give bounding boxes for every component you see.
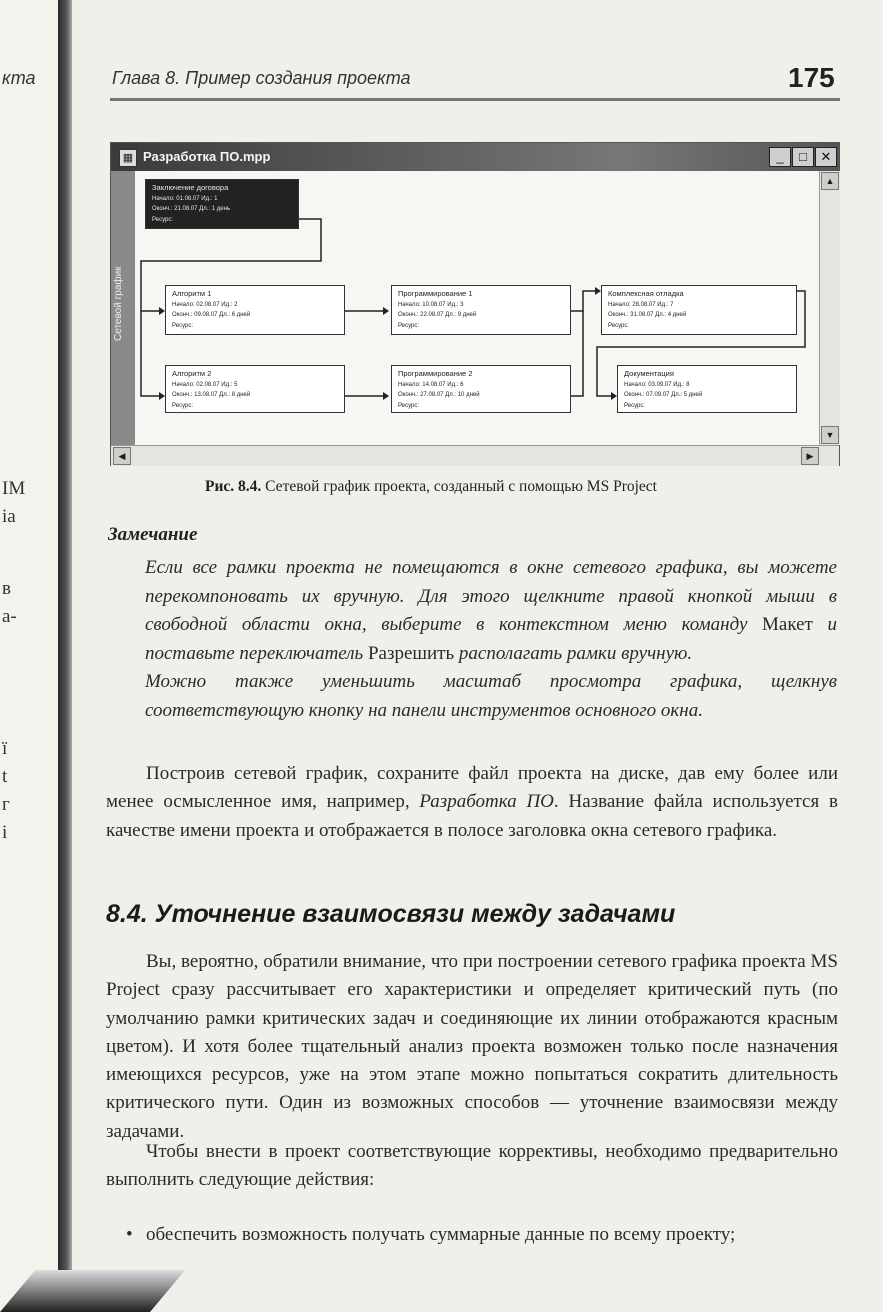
arrow-head (383, 392, 389, 400)
task-node-programming-2[interactable] (391, 365, 571, 413)
running-header: Глава 8. Пример создания проекта (112, 68, 411, 88)
bullet-icon: • (126, 1224, 133, 1245)
close-button[interactable]: ✕ (815, 147, 837, 167)
paragraph-text: . Название файла используется в качестве имени проекта и отображается в полосе заголовка окна сетевого графика. (106, 791, 839, 841)
note-text: располагать рамки вручную. (454, 642, 693, 664)
section-heading: 8.4. Уточнение взаимосвязи между задачами (106, 900, 676, 928)
task-node-start: Начало: 03.09.07 Ид.: 8 (624, 382, 690, 388)
scroll-left-icon[interactable]: ◀ (113, 447, 131, 465)
figure-caption (205, 478, 657, 496)
task-node-resource: Ресурс: (608, 323, 630, 329)
paragraph-text: Вы, вероятно, обратили внимание, что при построении сетевого графика проекта MS Project сразу рассчитывает его характеристики и определяет критический путь (по умолчанию рамки критических задач и соединяющие их линии отображаются красным цветом). И хотя более тщательный анализ проекта возможен только после назначения имеющихся ресурсов, уже на этом этапе можно попытаться сократить длительность критического пути. Один из возможных способов — уточнение взаимосвязи между задачами. (106, 951, 838, 1142)
file-name: Разработка ПО (419, 791, 554, 813)
task-node-resource: Ресурс: (398, 403, 420, 409)
note-text: и поставьте переключатель (145, 614, 837, 664)
task-node-contract[interactable] (145, 179, 299, 229)
task-node-start: Начало: 28.08.07 Ид.: 7 (608, 302, 674, 308)
link-3-7 (569, 291, 595, 311)
task-node-documentation[interactable] (617, 365, 797, 413)
task-node-finish: Оконч.: 07.09.07 Дл.: 5 дней (624, 392, 703, 398)
previous-page-edge (0, 0, 58, 1312)
prev-page-fragment: і (2, 822, 8, 843)
scroll-up-icon[interactable]: ▲ (821, 172, 839, 190)
body-paragraph (106, 760, 838, 845)
prev-page-fragment: г (2, 794, 10, 815)
prev-page-fragment: ï (2, 738, 8, 759)
task-node-finish: Оконч.: 21.08.07 Дл.: 1 день (152, 206, 231, 212)
link-6-7 (569, 311, 583, 396)
prev-page-fragment: іа (2, 506, 16, 527)
scroll-right-icon[interactable]: ▶ (801, 447, 819, 465)
body-paragraph (106, 948, 838, 1146)
task-node-finish: Оконч.: 31.08.07 Дл.: 4 дней (608, 312, 687, 318)
task-node-start: Начало: 02.08.07 Ид.: 5 (172, 382, 238, 388)
prev-page-fragment: кта (2, 68, 36, 88)
task-node-start: Начало: 01.08.07 Ид.: 1 (152, 196, 218, 202)
menu-command-name: Макет (762, 614, 813, 635)
list-item (126, 1224, 735, 1246)
note-body (145, 554, 837, 725)
task-node-title: Документация (624, 369, 674, 378)
task-node-resource: Ресурс: (152, 217, 174, 223)
note-paragraph (145, 554, 837, 668)
list-item-text: обеспечить возможность получать суммарные данные по всему проекту; (146, 1224, 736, 1245)
figure-caption-text: Сетевой график проекта, созданный с помощью MS Project (261, 478, 657, 495)
vertical-scrollbar[interactable] (819, 171, 840, 445)
task-node-finish: Оконч.: 13.08.07 Дл.: 8 дней (172, 392, 251, 398)
maximize-button[interactable]: □ (792, 147, 814, 167)
prev-page-fragment: t (2, 766, 8, 787)
task-node-title: Алгоритм 2 (172, 369, 212, 378)
task-node-start: Начало: 10.08.07 Ид.: 3 (398, 302, 464, 308)
task-node-start: Начало: 14.08.07 Ид.: 6 (398, 382, 464, 388)
minimize-button[interactable]: _ (769, 147, 791, 167)
paragraph-text: Чтобы внести в проект соответствующие коррективы, необходимо предварительно выполнить следующие действия: (106, 1141, 838, 1191)
note-heading: Замечание (108, 524, 198, 545)
prev-page-fragment: а- (2, 606, 17, 627)
body-paragraph (106, 1138, 838, 1195)
task-node-title: Алгоритм 1 (172, 289, 212, 298)
prev-page-fragment: в (2, 578, 11, 599)
task-node-finish: Оконч.: 09.08.07 Дл.: 6 дней (172, 312, 251, 318)
page-number: 175 (788, 62, 835, 93)
note-paragraph: Можно также уменьшить масштаб просмотра графика, щелкнув соответствующую кнопку на панели инструментов основного окна. (145, 671, 837, 721)
task-node-resource: Ресурс: (172, 323, 194, 329)
ms-project-window (110, 142, 840, 466)
task-node-title: Заключение договора (152, 183, 229, 192)
task-node-title: Комплексная отладка (608, 289, 684, 298)
task-node-finish: Оконч.: 27.08.07 Дл.: 10 дней (398, 392, 480, 398)
prev-page-fragment: ІМ (2, 478, 26, 499)
view-side-label-text: Сетевой график (113, 266, 124, 341)
header-rule (110, 98, 840, 101)
arrow-head (383, 307, 389, 315)
book-spine (58, 0, 72, 1312)
scroll-down-icon[interactable]: ▼ (821, 426, 839, 444)
task-node-resource: Ресурс: (624, 403, 646, 409)
task-node-algorithm-1[interactable] (165, 285, 345, 335)
task-node-title: Программирование 2 (398, 369, 473, 378)
horizontal-scrollbar[interactable] (111, 445, 839, 466)
project-file-icon: ▦ (119, 149, 137, 167)
task-node-algorithm-2[interactable] (165, 365, 345, 413)
link-1-5 (141, 311, 159, 396)
task-node-start: Начало: 02.08.07 Ид.: 2 (172, 302, 238, 308)
task-node-integration-debug[interactable] (601, 285, 797, 335)
option-name: Разрешить (367, 642, 455, 664)
task-node-resource: Ресурс: (172, 403, 194, 409)
task-node-title: Программирование 1 (398, 289, 473, 298)
task-node-finish: Оконч.: 22.08.07 Дл.: 9 дней (398, 312, 477, 318)
task-node-programming-1[interactable] (391, 285, 571, 335)
task-node-resource: Ресурс: (398, 323, 420, 329)
figure-label: Рис. 8.4. (205, 478, 262, 495)
paragraph-text: Построив сетевой график, сохраните файл проекта на диске, дав ему более или менее осмысленное имя, например, (106, 763, 838, 813)
note-text: Если все рамки проекта не помещаются в окне сетевого графика, вы можете перекомпоновать их вручную. Для этого щелкните правой кнопкой мыши в свободной области окна, выберите в контекстном меню команду (145, 557, 837, 635)
window-title: Разработка ПО.mpp (143, 149, 271, 164)
window-title-bar[interactable] (111, 143, 839, 171)
